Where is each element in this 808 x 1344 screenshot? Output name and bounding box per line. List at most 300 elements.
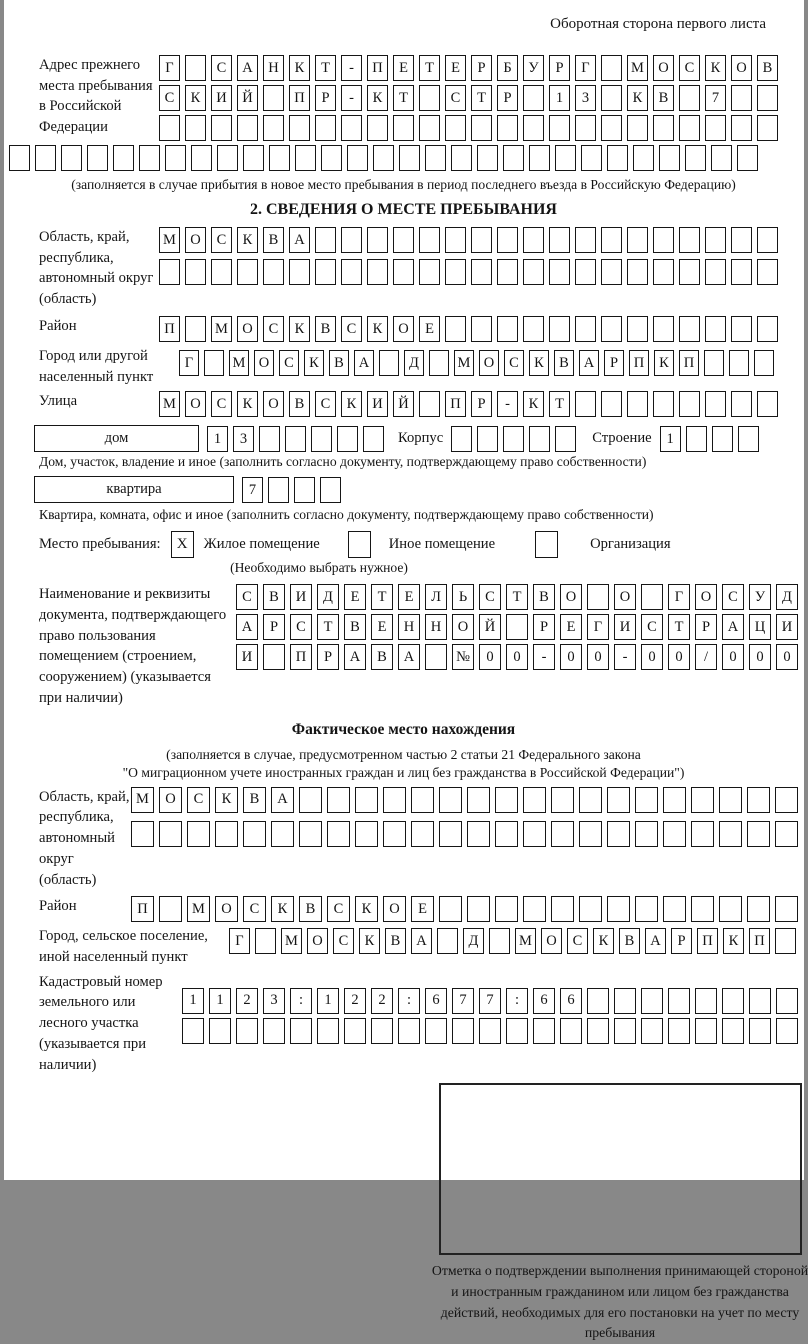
char-cell [776, 988, 798, 1014]
char-cell: С [279, 350, 299, 376]
char-cell [601, 115, 622, 141]
char-cell: К [654, 350, 674, 376]
cadastral-row-1[interactable] [182, 988, 798, 1014]
prev-address-row-1[interactable] [159, 55, 798, 81]
char-cell [429, 350, 449, 376]
char-cell [731, 115, 752, 141]
korpus-cells[interactable] [451, 426, 576, 452]
char-cell: Е [344, 584, 366, 610]
char-cell: М [131, 787, 154, 813]
char-cell [467, 821, 490, 847]
char-cell: 1 [660, 426, 681, 452]
char-cell [691, 821, 714, 847]
char-cell [471, 316, 492, 342]
char-cell: : [398, 988, 420, 1014]
char-cell: П [159, 316, 180, 342]
char-cell: К [237, 391, 258, 417]
char-cell: 2 [344, 988, 366, 1014]
char-cell [653, 316, 674, 342]
char-cell [523, 896, 546, 922]
section2-title: 2. СВЕДЕНИЯ О МЕСТЕ ПРЕБЫВАНИЯ [250, 201, 557, 218]
char-cell: 3 [263, 988, 285, 1014]
stay-type-row [39, 531, 798, 558]
street-block [39, 391, 798, 417]
char-cell [663, 821, 686, 847]
char-cell [425, 1018, 447, 1044]
char-cell [419, 227, 440, 253]
char-cell: О [215, 896, 238, 922]
char-cell [575, 227, 596, 253]
char-cell: П [697, 928, 718, 954]
char-cell [347, 145, 368, 171]
stay-type-checkbox-organization[interactable] [535, 531, 558, 558]
char-cell: Р [471, 391, 492, 417]
apartment-number-cells[interactable] [242, 477, 341, 503]
char-cell [560, 1018, 582, 1044]
char-cell [263, 644, 285, 670]
char-cell: А [645, 928, 666, 954]
char-cell [87, 145, 108, 171]
char-cell [575, 115, 596, 141]
char-cell [185, 115, 206, 141]
char-cell [383, 787, 406, 813]
char-cell [663, 787, 686, 813]
char-cell [653, 391, 674, 417]
char-cell: 0 [641, 644, 663, 670]
char-cell [691, 787, 714, 813]
char-cell: О [614, 584, 636, 610]
char-cell [627, 259, 648, 285]
char-cell [393, 227, 414, 253]
char-cell: 1 [209, 988, 231, 1014]
char-cell: К [529, 350, 549, 376]
char-cell [575, 316, 596, 342]
char-cell: А [411, 928, 432, 954]
char-cell [299, 821, 322, 847]
char-cell [614, 1018, 636, 1044]
char-cell [495, 896, 518, 922]
char-cell [757, 316, 778, 342]
char-cell [757, 115, 778, 141]
char-cell: А [237, 55, 258, 81]
char-cell: 7 [242, 477, 263, 503]
apartment-row [34, 476, 798, 503]
char-cell: 1 [182, 988, 204, 1014]
char-cell [259, 426, 280, 452]
char-cell [471, 227, 492, 253]
char-cell: С [315, 391, 336, 417]
char-cell: Г [575, 55, 596, 81]
stay-type-note: (Необходимо выбрать нужное) [230, 560, 408, 576]
char-cell [607, 896, 630, 922]
char-cell [479, 1018, 501, 1044]
char-cell: Р [533, 614, 555, 640]
char-cell [393, 259, 414, 285]
prev-address-note: (заполняется в случае прибытия в новое место пребывания в период последнего въезда в Российскую Федерацию) [71, 177, 736, 192]
char-cell [749, 1018, 771, 1044]
char-cell [337, 426, 358, 452]
char-cell [705, 227, 726, 253]
char-cell: Р [497, 85, 518, 111]
apartment-box[interactable]: квартира [34, 476, 234, 503]
char-cell: К [289, 316, 310, 342]
char-cell [653, 115, 674, 141]
char-cell: М [454, 350, 474, 376]
char-cell: Й [237, 85, 258, 111]
char-cell: - [341, 85, 362, 111]
char-cell [607, 787, 630, 813]
char-cell: : [506, 988, 528, 1014]
char-cell: В [289, 391, 310, 417]
char-cell [747, 896, 770, 922]
char-cell: Р [317, 644, 339, 670]
char-cell [549, 316, 570, 342]
char-cell [587, 1018, 609, 1044]
char-cell [663, 896, 686, 922]
char-cell: А [722, 614, 744, 640]
char-cell: - [341, 55, 362, 81]
char-cell [555, 145, 576, 171]
title-document-row-3[interactable] [236, 644, 798, 670]
char-cell [363, 426, 384, 452]
char-cell: С [211, 227, 232, 253]
char-cell [747, 821, 770, 847]
char-cell: В [315, 316, 336, 342]
char-cell: - [614, 644, 636, 670]
char-cell: О [307, 928, 328, 954]
char-cell [341, 259, 362, 285]
char-cell [579, 896, 602, 922]
actual-region-row-2[interactable] [131, 821, 798, 847]
char-cell: О [159, 787, 182, 813]
district-label: Район [39, 317, 77, 334]
actual-city-block [39, 926, 798, 967]
char-cell [236, 1018, 258, 1044]
char-cell [775, 787, 798, 813]
char-cell [344, 1018, 366, 1044]
char-cell [551, 787, 574, 813]
char-cell [523, 115, 544, 141]
char-cell: 2 [236, 988, 258, 1014]
char-cell [495, 821, 518, 847]
house-note: Дом, участок, владение и иное (заполнить согласно документу, подтверждающему право собственности) [39, 454, 647, 470]
char-cell: О [479, 350, 499, 376]
prev-address-overflow-row[interactable] [9, 145, 798, 171]
char-cell [579, 787, 602, 813]
char-cell [551, 821, 574, 847]
char-cell [471, 259, 492, 285]
stroenie-label: Строение [592, 430, 652, 447]
char-cell: В [243, 787, 266, 813]
char-cell: И [211, 85, 232, 111]
char-cell [679, 391, 700, 417]
actual-district-row[interactable] [131, 896, 798, 922]
char-cell: С [641, 614, 663, 640]
char-cell: / [695, 644, 717, 670]
char-cell [685, 145, 706, 171]
char-cell [495, 787, 518, 813]
char-cell: С [159, 85, 180, 111]
char-cell: 6 [560, 988, 582, 1014]
char-cell [327, 821, 350, 847]
char-cell: 3 [575, 85, 596, 111]
char-cell: Д [317, 584, 339, 610]
char-cell: Т [315, 55, 336, 81]
char-cell: О [653, 55, 674, 81]
char-cell: Е [371, 614, 393, 640]
char-cell: С [679, 55, 700, 81]
char-cell: О [185, 227, 206, 253]
char-cell: Й [393, 391, 414, 417]
char-cell: К [367, 85, 388, 111]
char-cell [579, 821, 602, 847]
char-cell [294, 477, 315, 503]
char-cell: 7 [705, 85, 726, 111]
char-cell [754, 350, 774, 376]
char-cell [311, 426, 332, 452]
char-cell [523, 787, 546, 813]
house-number-cells[interactable] [207, 426, 384, 452]
char-cell [506, 614, 528, 640]
title-document-row-2[interactable] [236, 614, 798, 640]
char-cell [371, 1018, 393, 1044]
char-cell [215, 821, 238, 847]
char-cell [263, 115, 284, 141]
actual-region-block [39, 787, 798, 891]
char-cell [341, 115, 362, 141]
char-cell [263, 1018, 285, 1044]
char-cell [659, 145, 680, 171]
char-cell: И [776, 614, 798, 640]
char-cell: О [541, 928, 562, 954]
char-cell [601, 85, 622, 111]
char-cell: С [504, 350, 524, 376]
char-cell [731, 227, 752, 253]
char-cell [471, 115, 492, 141]
char-cell [529, 426, 550, 452]
char-cell [497, 115, 518, 141]
char-cell [679, 259, 700, 285]
char-cell [367, 227, 388, 253]
char-cell: В [263, 584, 285, 610]
actual-city-label: Город, сельское поселение, иной населенный пункт [39, 928, 208, 965]
cadastral-block [39, 972, 798, 1076]
char-cell: А [354, 350, 374, 376]
char-cell: Б [497, 55, 518, 81]
house-row [34, 425, 798, 452]
char-cell [399, 145, 420, 171]
char-cell [711, 145, 732, 171]
char-cell [581, 145, 602, 171]
char-cell: С [290, 614, 312, 640]
char-cell [185, 259, 206, 285]
char-cell [320, 477, 341, 503]
char-cell [529, 145, 550, 171]
char-cell: К [523, 391, 544, 417]
char-cell: Р [604, 350, 624, 376]
char-cell [9, 145, 30, 171]
char-cell: О [185, 391, 206, 417]
char-cell [139, 145, 160, 171]
char-cell: 0 [560, 644, 582, 670]
city-row[interactable] [179, 350, 774, 376]
apartment-note: Квартира, комната, офис и иное (заполнить согласно документу, подтверждающему право собственности) [39, 507, 654, 523]
char-cell: П [749, 928, 770, 954]
actual-city-row[interactable] [229, 928, 796, 954]
stay-type-option-residential-label: Жилое помещение [203, 536, 320, 553]
char-cell: С [211, 55, 232, 81]
char-cell: О [383, 896, 406, 922]
char-cell [738, 426, 759, 452]
char-cell [321, 145, 342, 171]
char-cell: Р [671, 928, 692, 954]
char-cell [445, 316, 466, 342]
char-cell: С [236, 584, 258, 610]
char-cell: К [723, 928, 744, 954]
title-document-block [39, 584, 798, 708]
char-cell [411, 787, 434, 813]
region-row-1[interactable] [159, 227, 798, 253]
char-cell: М [159, 227, 180, 253]
char-cell [373, 145, 394, 171]
char-cell: В [554, 350, 574, 376]
char-cell: 3 [233, 426, 254, 452]
char-cell [263, 259, 284, 285]
char-cell [641, 988, 663, 1014]
char-cell: С [211, 391, 232, 417]
cadastral-row-2[interactable] [182, 1018, 798, 1044]
char-cell: Т [506, 584, 528, 610]
char-cell [607, 145, 628, 171]
char-cell [627, 227, 648, 253]
char-cell [695, 988, 717, 1014]
char-cell [182, 1018, 204, 1044]
char-cell: Й [479, 614, 501, 640]
char-cell [243, 145, 264, 171]
char-cell [398, 1018, 420, 1044]
char-cell [533, 1018, 555, 1044]
char-cell [204, 350, 224, 376]
char-cell [419, 259, 440, 285]
char-cell [705, 115, 726, 141]
char-cell [653, 227, 674, 253]
char-cell: К [304, 350, 324, 376]
char-cell: К [215, 787, 238, 813]
char-cell: П [367, 55, 388, 81]
char-cell [451, 145, 472, 171]
stay-type-option-other-premises-label: Иное помещение [388, 536, 496, 553]
street-row[interactable] [159, 391, 778, 417]
char-cell: 0 [479, 644, 501, 670]
char-cell: М [229, 350, 249, 376]
char-cell [237, 115, 258, 141]
char-cell [749, 988, 771, 1014]
char-cell [731, 85, 752, 111]
char-cell [775, 896, 798, 922]
char-cell: М [187, 896, 210, 922]
char-cell: В [329, 350, 349, 376]
char-cell: Ц [749, 614, 771, 640]
region-row-2[interactable] [159, 259, 798, 285]
char-cell: Р [471, 55, 492, 81]
char-cell [722, 988, 744, 1014]
char-cell [668, 1018, 690, 1044]
char-cell [355, 787, 378, 813]
actual-location-note-2: "О миграционном учете иностранных граждан и лиц без гражданства в Российской Федерации") [122, 764, 685, 780]
char-cell: А [271, 787, 294, 813]
char-cell: Е [393, 55, 414, 81]
stay-type-checkbox-other-premises[interactable] [348, 531, 371, 558]
char-cell: Т [419, 55, 440, 81]
char-cell: Г [179, 350, 199, 376]
char-cell: Д [776, 584, 798, 610]
char-cell [641, 584, 663, 610]
char-cell: В [344, 614, 366, 640]
prev-address-label: Адрес прежнего места пребывания в Российской Федерации [39, 57, 153, 136]
prev-address-row-2[interactable] [159, 85, 798, 111]
char-cell [379, 350, 399, 376]
char-cell [704, 350, 724, 376]
char-cell [607, 821, 630, 847]
char-cell [668, 988, 690, 1014]
char-cell: М [159, 391, 180, 417]
char-cell: С [479, 584, 501, 610]
registration-stamp-note: Отметка о подтверждении выполнения принимающей стороной и иностранным гражданином или лицом без гражданства действий, необходимых для его постановки на учет по месту пребывания [431, 1263, 808, 1341]
district-row[interactable] [159, 316, 778, 342]
char-cell: Р [315, 85, 336, 111]
char-cell [575, 391, 596, 417]
char-cell: - [533, 644, 555, 670]
stroenie-cells[interactable] [660, 426, 759, 452]
house-box[interactable]: дом [34, 425, 199, 452]
char-cell [503, 145, 524, 171]
char-cell [35, 145, 56, 171]
char-cell: Н [425, 614, 447, 640]
char-cell [113, 145, 134, 171]
char-cell: 1 [549, 85, 570, 111]
char-cell [295, 145, 316, 171]
char-cell: К [237, 227, 258, 253]
char-cell [299, 787, 322, 813]
registration-stamp-box [439, 1083, 802, 1255]
char-cell [425, 644, 447, 670]
char-cell [317, 1018, 339, 1044]
char-cell [719, 787, 742, 813]
char-cell [776, 1018, 798, 1044]
actual-region-row-1[interactable] [131, 787, 798, 813]
char-cell [439, 787, 462, 813]
cadastral-label: Кадастровый номер земельного или лесного участка (указывается при наличии) [39, 973, 163, 1073]
char-cell: : [290, 988, 312, 1014]
char-cell [315, 115, 336, 141]
stay-type-checkbox-residential[interactable]: X [171, 531, 194, 558]
char-cell: 6 [425, 988, 447, 1014]
title-document-row-1[interactable] [236, 584, 798, 610]
korpus-label: Корпус [398, 430, 444, 447]
prev-address-row-3[interactable] [159, 115, 798, 141]
char-cell: Г [587, 614, 609, 640]
char-cell: К [355, 896, 378, 922]
char-cell [159, 896, 182, 922]
char-cell [747, 787, 770, 813]
char-cell: И [614, 614, 636, 640]
char-cell [419, 85, 440, 111]
char-cell: К [705, 55, 726, 81]
char-cell [315, 259, 336, 285]
char-cell [635, 821, 658, 847]
form-page [4, 0, 808, 1341]
page-header-note: Оборотная сторона первого листа [550, 16, 766, 32]
